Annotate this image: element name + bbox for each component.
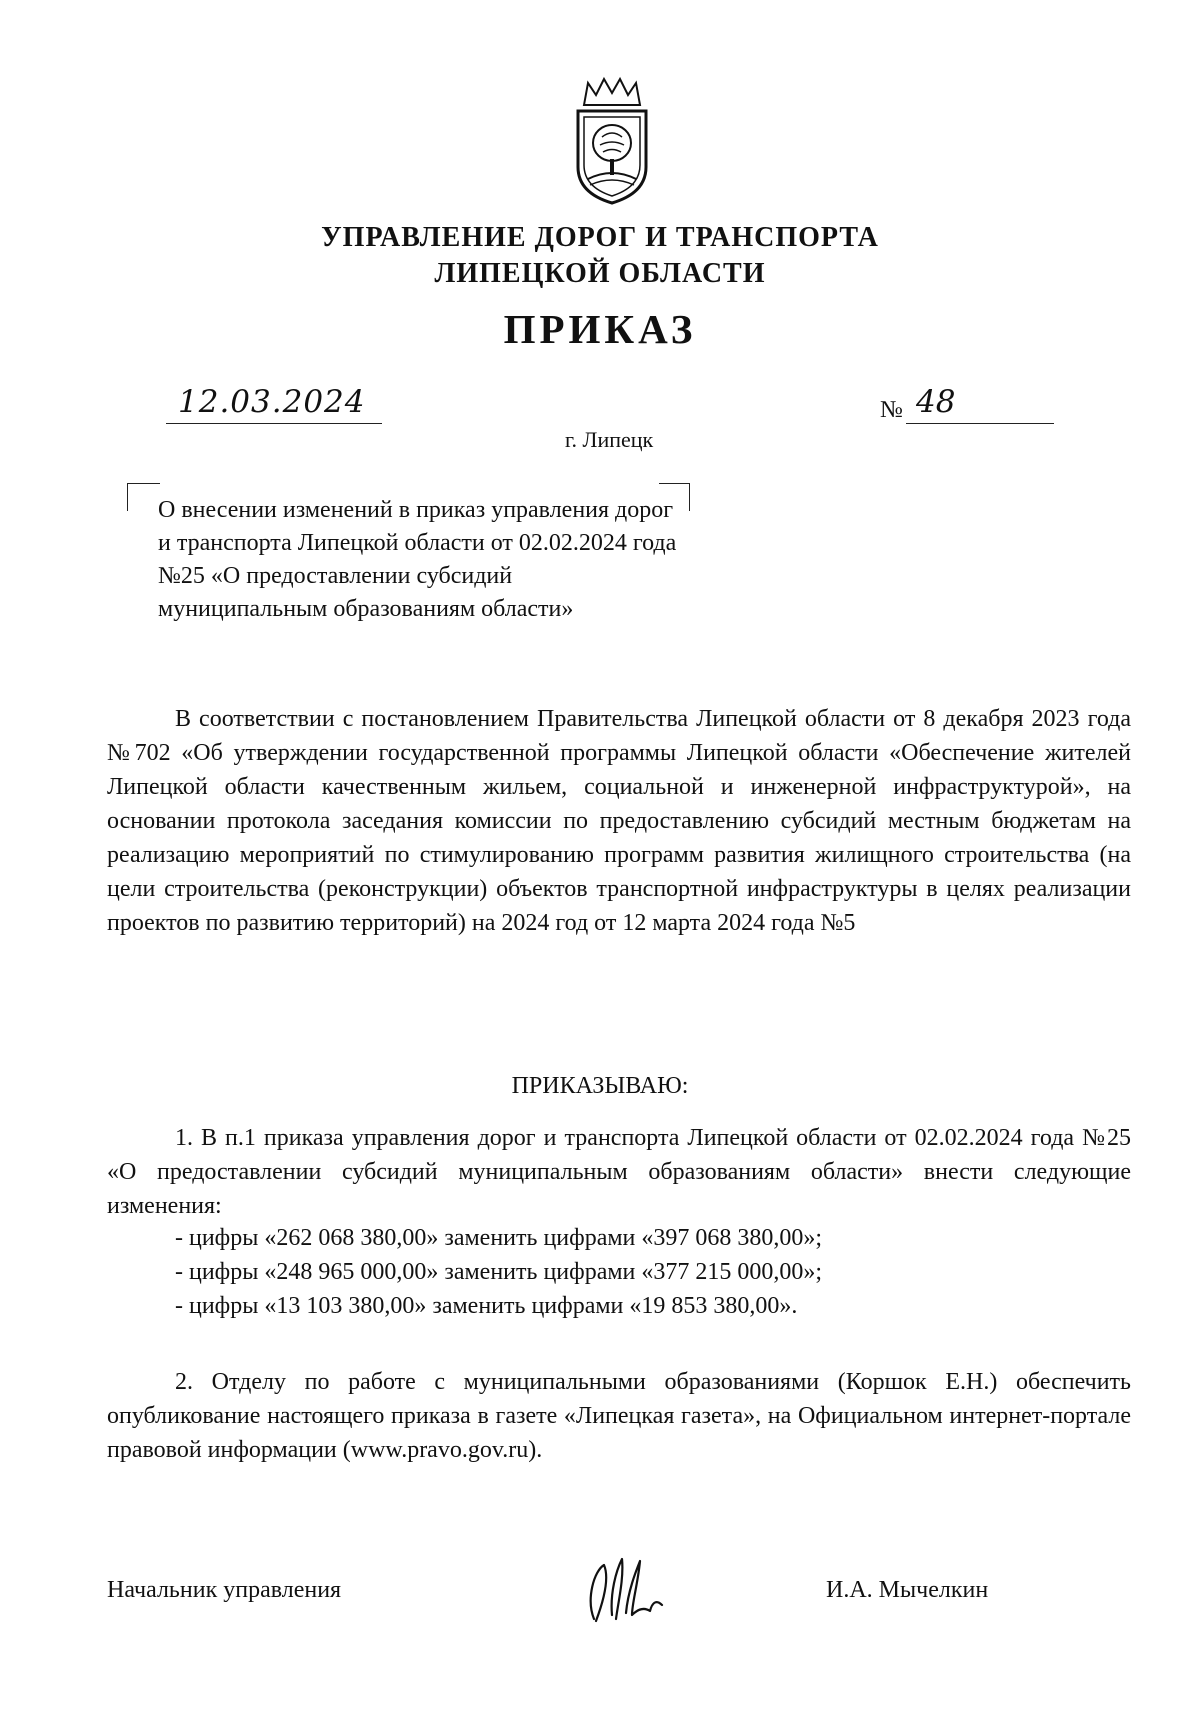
subject-corner-left-top xyxy=(127,483,160,484)
order-keyword: ПРИКАЗЫВАЮ: xyxy=(511,1073,689,1099)
number-underline xyxy=(906,423,1054,424)
organization-name-line1: УПРАВЛЕНИЕ ДОРОГ И ТРАНСПОРТА xyxy=(321,222,879,253)
handwritten-signature xyxy=(580,1549,670,1629)
subject-corner-left xyxy=(127,483,128,511)
order-item-2: 2. Отделу по работе с муниципальными образованиями (Коршок Е.Н.) обеспечить опубликование настоящего приказа в газете «Липецкая газета», на Официальном интернет-портале правовой информации (www.pravo.gov.ru). xyxy=(107,1369,1131,1463)
document-type-title: ПРИКАЗ xyxy=(503,306,697,352)
change-line-1: - цифры «262 068 380,00» заменить цифрами «397 068 380,00»; xyxy=(175,1225,823,1251)
organization-name-line2: ЛИПЕЦКОЙ ОБЛАСТИ xyxy=(434,258,766,289)
date-underline xyxy=(166,423,382,424)
signatory-position: Начальник управления xyxy=(107,1577,342,1603)
handwritten-date: 12.03.2024 xyxy=(178,384,366,420)
change-line-2: - цифры «248 965 000,00» заменить цифрами «377 215 000,00»; xyxy=(175,1259,823,1285)
order-item-1: 1. В п.1 приказа управления дорог и транспорта Липецкой области от 02.02.2024 года №25 «О предоставлении субсидий муниципальным образованиям области» внести следующие изменения: xyxy=(107,1125,1131,1219)
preamble-paragraph: В соответствии с постановлением Правительства Липецкой области от 8 декабря 2023 года №702 «Об утверждении государственной программы Липецкой области «Обеспечение жителей Липецкой области качественным жильем, социальной и инженерной инфраструктурой», на основании протокола заседания комиссии по предоставлению субсидий местным бюджетам на реализацию мероприятий по стимулированию программ развития жилищного строительства (на цели строительства (реконструкции) объектов транспортной инфраструктуры в целях реализации проектов по развитию территорий) на 2024 год от 12 марта 2024 года №5 xyxy=(107,706,1131,936)
coat-of-arms-emblem xyxy=(570,75,654,207)
signatory-name: И.А. Мычелкин xyxy=(826,1577,989,1603)
subject-corner-right xyxy=(689,483,690,511)
number-label: № xyxy=(880,397,903,423)
handwritten-number: 48 xyxy=(916,384,956,420)
city-label: г. Липецк xyxy=(565,427,654,452)
subject-corner-right-top xyxy=(659,483,690,484)
document-subject: О внесении изменений в приказ управления дорог и транспорта Липецкой области от 02.02.2024 года №25 «О предоставлении субсидий муниципальным образованиям области» xyxy=(158,497,677,622)
change-line-3: - цифры «13 103 380,00» заменить цифрами «19 853 380,00». xyxy=(175,1293,798,1319)
